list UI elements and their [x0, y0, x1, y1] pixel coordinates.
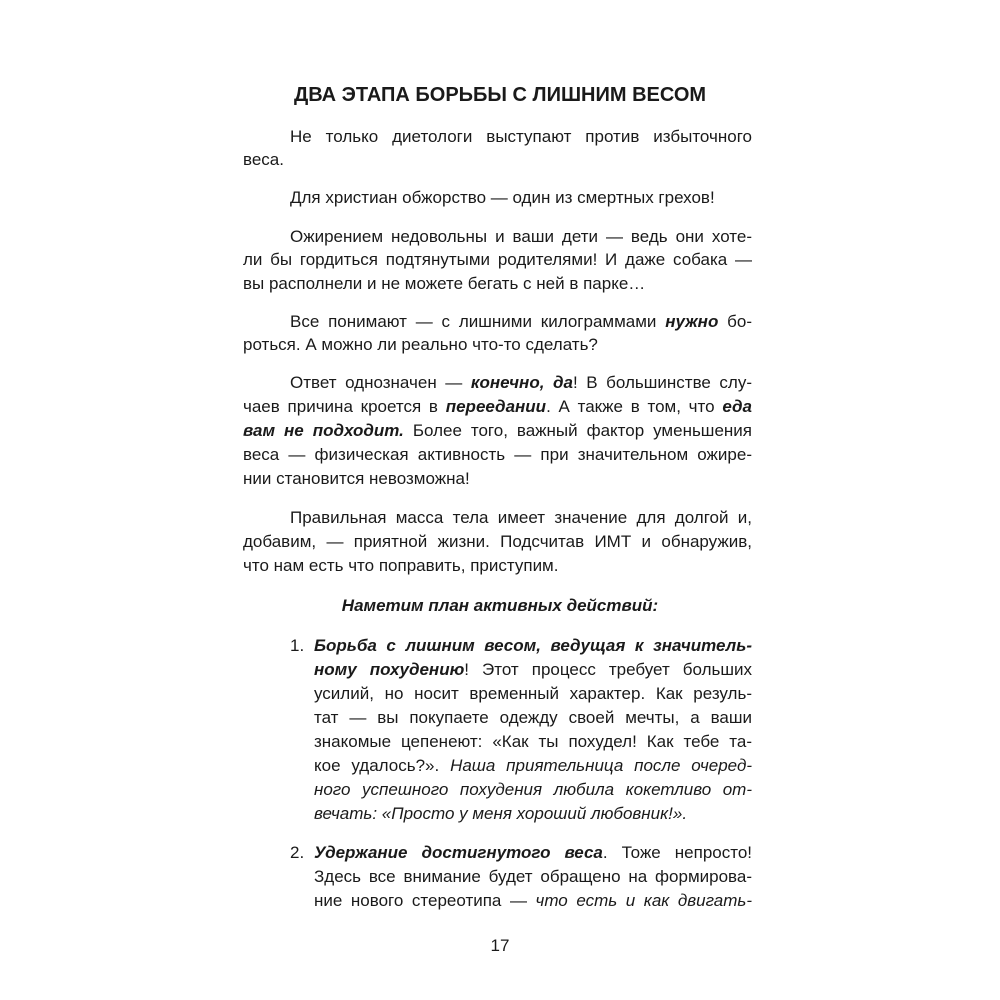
text-line: [243, 419, 752, 443]
text-line: [243, 248, 752, 272]
text-span: нии становится невозможна!: [243, 469, 470, 488]
text-line: [314, 865, 752, 889]
emphasized-text: нужно: [665, 312, 719, 331]
list-number-2: 2.: [290, 843, 305, 862]
text-line: [290, 310, 752, 334]
text-line: [243, 272, 752, 296]
list-number-1: 1.: [290, 636, 305, 655]
text-span: ли бы гордиться подтянутыми родителями! И даже собака —: [243, 250, 752, 269]
text-span: Ответ однозначен —: [290, 373, 471, 392]
plan-heading: Наметим план активных действий:: [341, 596, 659, 615]
text-span: . А также в том, что: [546, 397, 723, 416]
text-span: ! Этот процесс требует больших: [464, 660, 752, 679]
text-span: кое удалось?».: [314, 756, 451, 775]
text-span: бо-: [718, 312, 753, 331]
text-span: роться. А можно ли реально что-то сделать?: [243, 335, 598, 354]
page-number: 17: [490, 936, 510, 955]
text-line: [314, 841, 752, 865]
text-line: [243, 467, 752, 491]
text-span: Для христиан обжорство — один из смертных грехов!: [290, 188, 715, 207]
text-line: [243, 554, 752, 578]
emphasized-text: вечать: «Просто у меня хороший любовник!».: [314, 804, 688, 823]
text-span: добавим, — приятной жизни. Подсчитав ИМТ и обнаружив,: [243, 532, 752, 551]
text-span: . Тоже непросто!: [602, 843, 752, 862]
text-line: [290, 125, 752, 149]
emphasized-text: переедании: [445, 397, 547, 416]
text-span: Все понимают — с лишними килограммами: [290, 312, 666, 331]
text-span: знакомые цепенеют: «Как ты похудел! Как тебе та-: [314, 732, 752, 751]
emphasized-text: Борьба с лишним весом, ведущая к значитель-: [314, 636, 752, 655]
text-line: [314, 634, 752, 658]
emphasized-text: конечно, да: [470, 373, 573, 392]
text-span: ние нового стереотипа —: [314, 891, 536, 910]
text-span: Более того, важный фактор уменьшения: [403, 421, 752, 440]
text-line: [314, 889, 752, 913]
text-line: [290, 506, 752, 530]
text-span: вы располнели и не можете бегать с ней в парке…: [243, 274, 646, 293]
text-span: веса — физическая активность — при значительном ожире-: [243, 445, 752, 464]
text-line: [243, 530, 752, 554]
text-line: [290, 186, 752, 210]
emphasized-text: еда: [722, 397, 752, 416]
chapter-title: ДВА ЭТАПА БОРЬБЫ С ЛИШНИМ ВЕСОМ: [293, 84, 707, 106]
text-line: [314, 802, 752, 826]
emphasized-text: ному похудению: [314, 660, 465, 679]
text-line: [243, 333, 752, 357]
text-line: [243, 148, 752, 172]
text-line: [243, 443, 752, 467]
emphasized-text: вам не подходит.: [243, 421, 404, 440]
text-line: [314, 658, 752, 682]
text-line: [314, 706, 752, 730]
text-line: [290, 225, 752, 249]
text-span: чаев причина кроется в: [243, 397, 446, 416]
emphasized-text: Наша приятельница после очеред-: [450, 756, 753, 775]
text-line: [290, 371, 752, 395]
emphasized-text: Удержание достигнутого веса: [314, 843, 603, 862]
text-span: Правильная масса тела имеет значение для долгой и,: [290, 508, 752, 527]
text-line: [314, 754, 752, 778]
text-span: усилий, но носит временный характер. Как резуль-: [314, 684, 752, 703]
text-span: что нам есть что поправить, приступим.: [243, 556, 559, 575]
text-line: [314, 778, 752, 802]
text-span: Здесь все внимание будет обращено на формирова-: [314, 867, 752, 886]
text-span: тат — вы покупаете одежду своей мечты, а ваши: [314, 708, 752, 727]
text-line: [243, 395, 752, 419]
text-span: веса.: [243, 150, 284, 169]
text-span: ! В большинстве слу-: [572, 373, 753, 392]
text-span: Не только диетологи выступают против избыточного: [290, 127, 752, 146]
emphasized-text: ного успешного похудения любила кокетливо от-: [314, 780, 752, 799]
text-line: [314, 682, 752, 706]
emphasized-text: что есть и как двигать-: [535, 891, 752, 910]
text-line: [314, 730, 752, 754]
text-span: Ожирением недовольны и ваши дети — ведь они хоте-: [290, 227, 752, 246]
